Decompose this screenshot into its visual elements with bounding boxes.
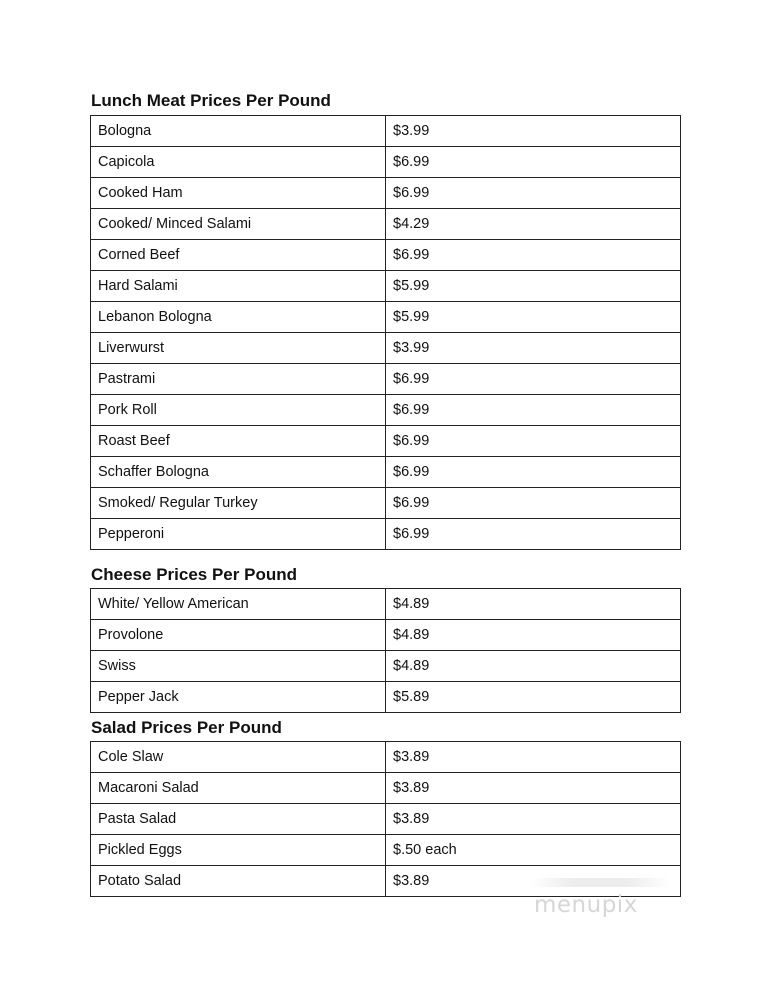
price-cell: $6.99	[386, 519, 681, 550]
price-cell: $4.29	[386, 209, 681, 240]
price-row	[91, 364, 681, 395]
price-row	[91, 835, 681, 866]
price-cell: $5.89	[386, 682, 681, 713]
price-row	[91, 651, 681, 682]
item-name-cell: Hard Salami	[91, 271, 386, 302]
price-cell: $5.99	[386, 302, 681, 333]
price-row	[91, 620, 681, 651]
price-cell: $3.89	[386, 804, 681, 835]
price-row	[91, 457, 681, 488]
item-name-cell: Macaroni Salad	[91, 773, 386, 804]
item-name-cell: Pickled Eggs	[91, 835, 386, 866]
item-name-cell: Capicola	[91, 147, 386, 178]
price-row	[91, 271, 681, 302]
price-row	[91, 804, 681, 835]
cheese-price-table	[90, 588, 681, 713]
price-cell: $3.89	[386, 742, 681, 773]
price-row	[91, 209, 681, 240]
watermark-faded-line	[530, 878, 670, 887]
price-cell: $3.99	[386, 116, 681, 147]
price-row	[91, 302, 681, 333]
item-name-cell: Bologna	[91, 116, 386, 147]
item-name-cell: Cooked/ Minced Salami	[91, 209, 386, 240]
price-cell: $.50 each	[386, 835, 681, 866]
price-row	[91, 426, 681, 457]
item-name-cell: Pasta Salad	[91, 804, 386, 835]
price-cell: $3.89	[386, 866, 681, 897]
price-cell: $4.89	[386, 589, 681, 620]
lunch-meat-price-table	[90, 115, 681, 550]
price-row	[91, 395, 681, 426]
price-cell: $6.99	[386, 426, 681, 457]
menupix-watermark	[522, 870, 682, 930]
price-cell: $6.99	[386, 364, 681, 395]
item-name-cell: Corned Beef	[91, 240, 386, 271]
item-name-cell: Provolone	[91, 620, 386, 651]
price-cell: $3.99	[386, 333, 681, 364]
item-name-cell: Lebanon Bologna	[91, 302, 386, 333]
salad-section-title: Salad Prices Per Pound	[91, 718, 282, 737]
watermark-logo-text: menupix	[534, 892, 638, 918]
item-name-cell: Roast Beef	[91, 426, 386, 457]
cheese-section-title: Cheese Prices Per Pound	[91, 565, 297, 584]
price-row	[91, 333, 681, 364]
price-cell: $6.99	[386, 488, 681, 519]
price-row	[91, 147, 681, 178]
price-row	[91, 519, 681, 550]
price-row	[91, 682, 681, 713]
price-cell: $6.99	[386, 147, 681, 178]
price-cell: $6.99	[386, 457, 681, 488]
item-name-cell: Pastrami	[91, 364, 386, 395]
item-name-cell: Schaffer Bologna	[91, 457, 386, 488]
price-row	[91, 773, 681, 804]
price-cell: $4.89	[386, 651, 681, 682]
item-name-cell: Pork Roll	[91, 395, 386, 426]
price-row	[91, 240, 681, 271]
price-cell: $6.99	[386, 240, 681, 271]
item-name-cell: Swiss	[91, 651, 386, 682]
item-name-cell: Smoked/ Regular Turkey	[91, 488, 386, 519]
item-name-cell: Cooked Ham	[91, 178, 386, 209]
item-name-cell: Pepper Jack	[91, 682, 386, 713]
price-cell: $3.89	[386, 773, 681, 804]
price-row	[91, 589, 681, 620]
price-row	[91, 178, 681, 209]
item-name-cell: Liverwurst	[91, 333, 386, 364]
price-cell: $6.99	[386, 178, 681, 209]
price-row	[91, 742, 681, 773]
item-name-cell: Pepperoni	[91, 519, 386, 550]
item-name-cell: Cole Slaw	[91, 742, 386, 773]
price-row	[91, 116, 681, 147]
price-cell: $6.99	[386, 395, 681, 426]
price-cell: $5.99	[386, 271, 681, 302]
item-name-cell: White/ Yellow American	[91, 589, 386, 620]
lunch-meat-section-title: Lunch Meat Prices Per Pound	[91, 91, 331, 110]
item-name-cell: Potato Salad	[91, 866, 386, 897]
price-cell: $4.89	[386, 620, 681, 651]
price-row	[91, 488, 681, 519]
